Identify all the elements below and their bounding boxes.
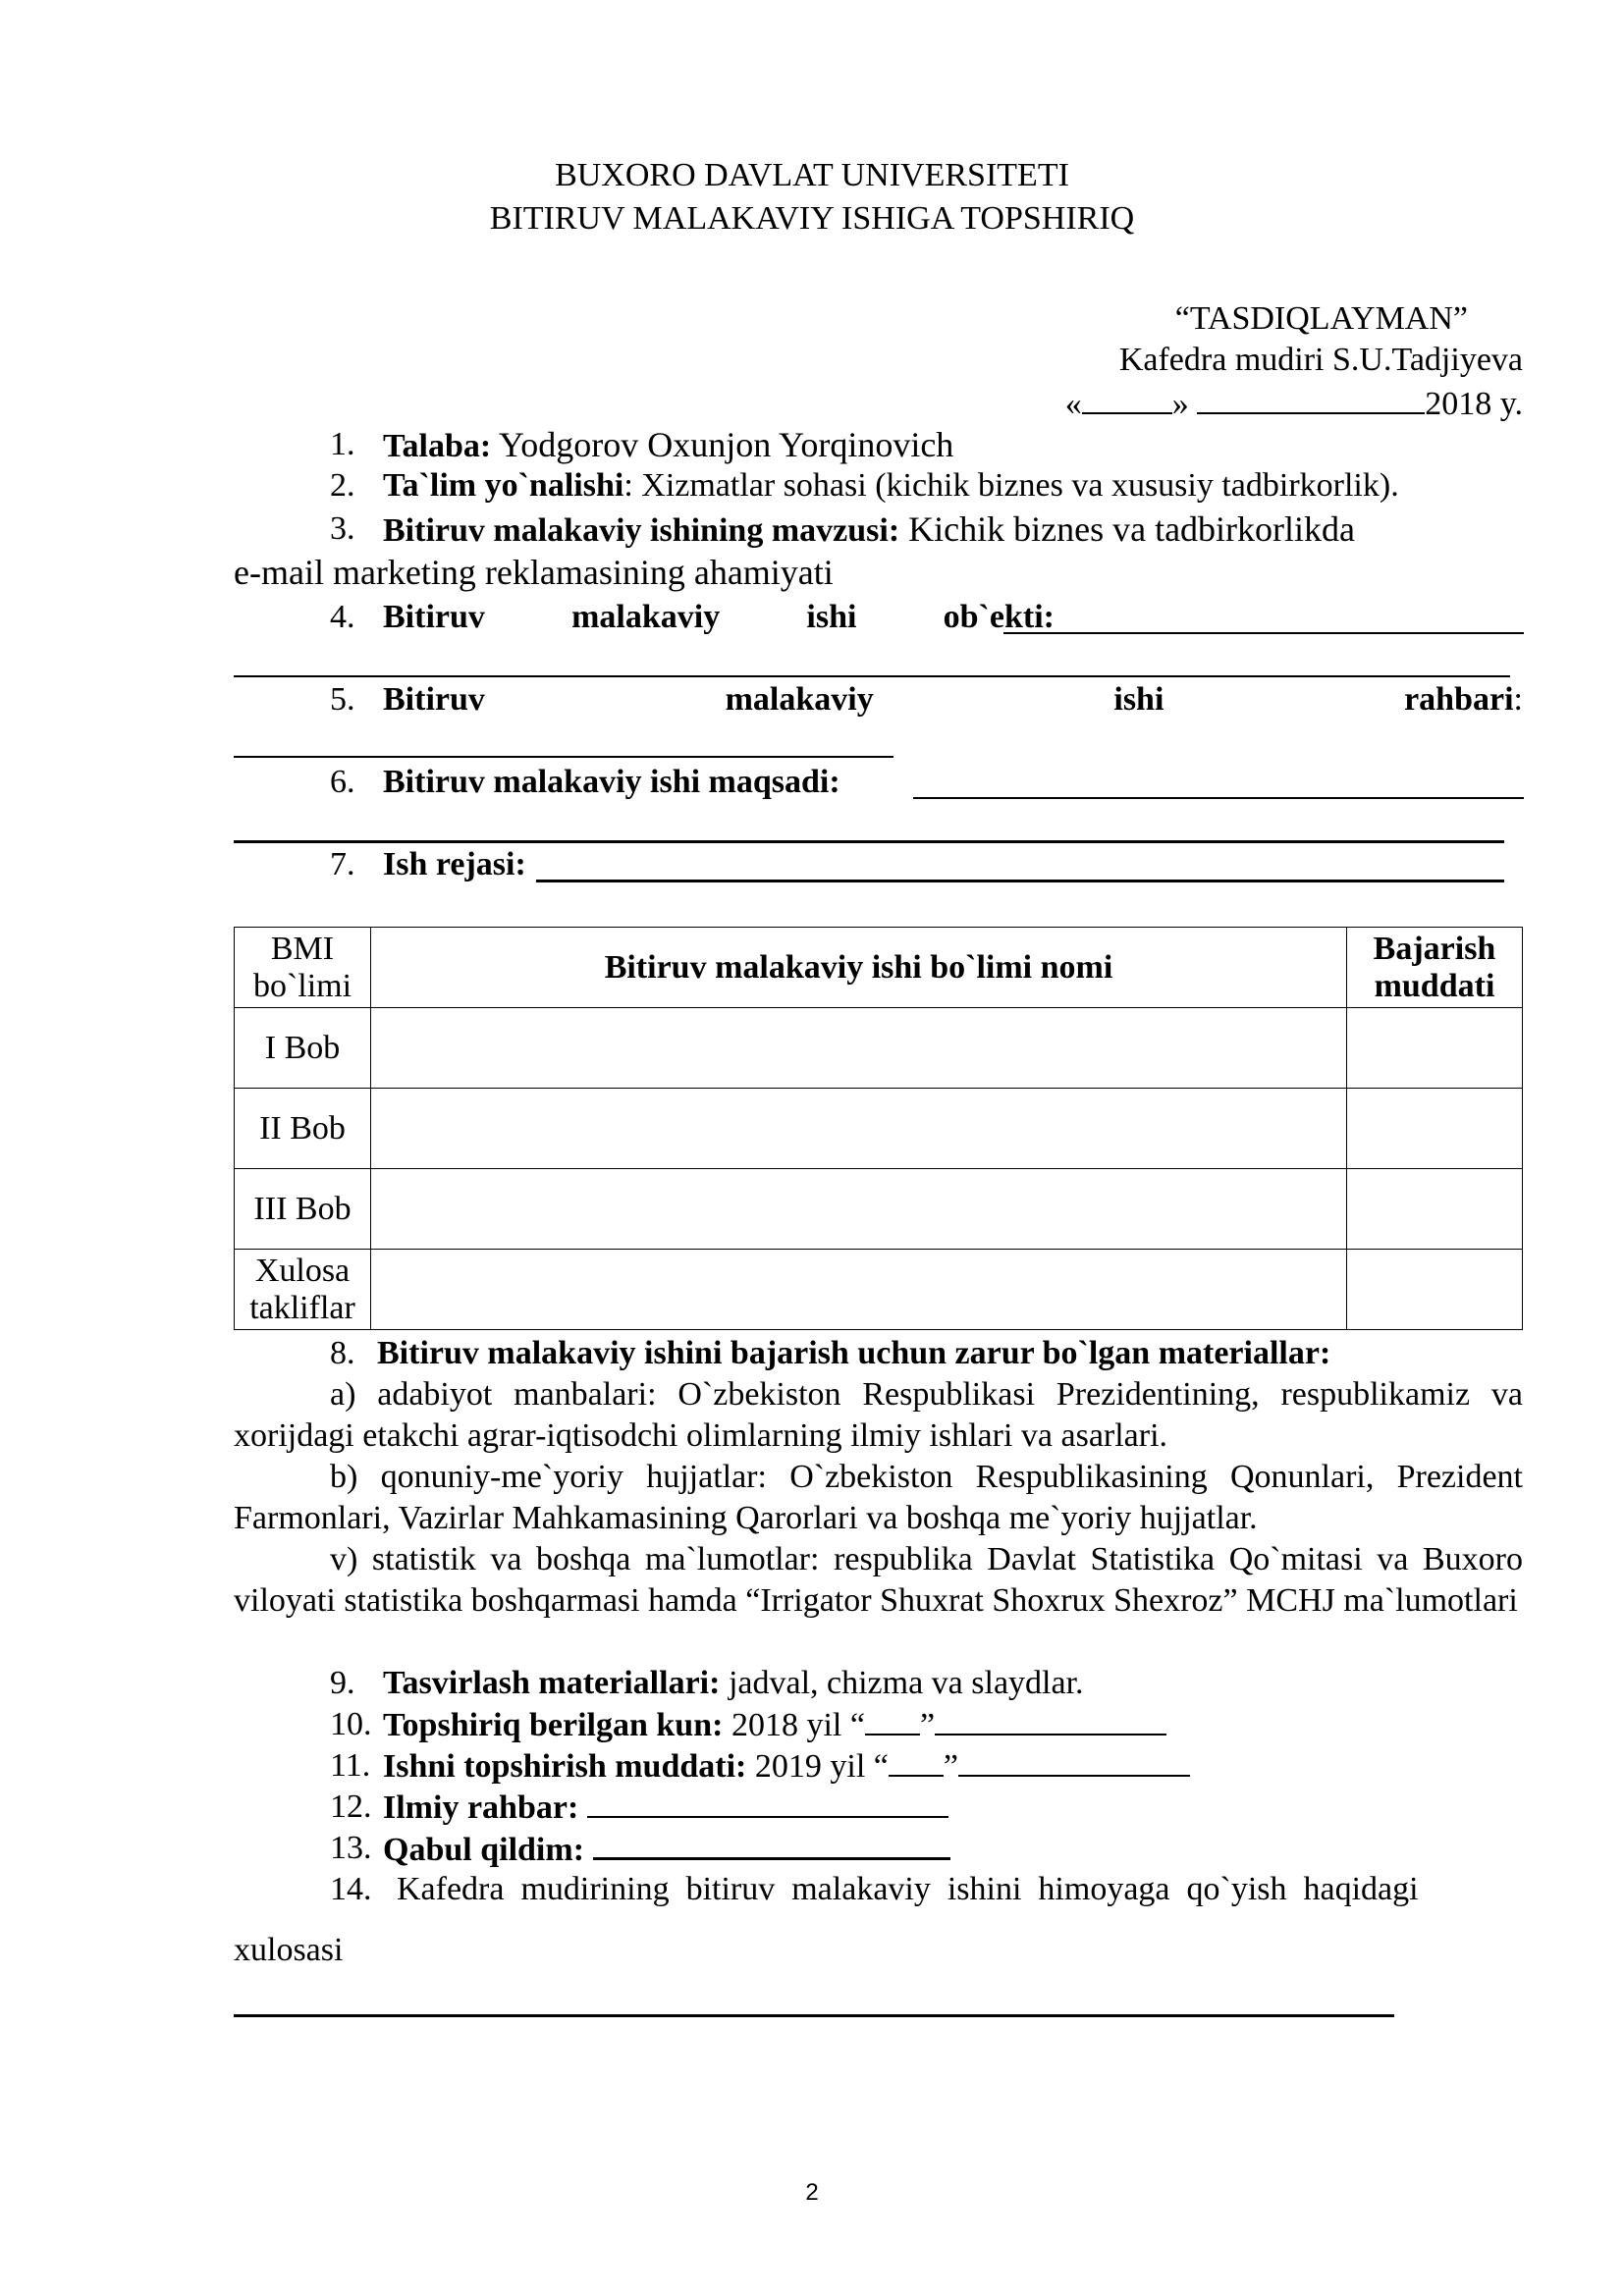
item-10-number: 10.	[330, 1706, 372, 1742]
item-6-blank-line2	[234, 840, 1504, 843]
table-cell-section: I Bob	[235, 1008, 371, 1089]
study-direction: : Xizmatlar sohasi (kichik biznes va xususiy tadbirkorlik).	[623, 467, 1399, 504]
table-header-row	[235, 928, 1523, 1008]
table-cell-title[interactable]	[371, 1008, 1347, 1089]
item-14-continuation: xulosasi	[234, 1932, 344, 1968]
item-9: Tasvirlash materiallari: jadval, chizma va slaydlar.	[383, 1665, 1084, 1701]
table-header-deadline: Bajarish muddati	[1347, 928, 1523, 1008]
item-10-month-blank	[935, 1704, 1166, 1735]
approval-head: Kafedra mudiri S.U.Tadjiyeva	[1118, 342, 1523, 378]
item-5-number: 5.	[330, 681, 355, 718]
table-cell-title[interactable]	[371, 1250, 1347, 1330]
item-6-blank	[913, 797, 1524, 799]
table-row	[235, 1089, 1523, 1169]
item-2-number: 2.	[330, 467, 355, 504]
item-3-continuation: e-mail marketing reklamasining ahamiyati	[234, 553, 834, 592]
item-5-blank	[234, 756, 893, 758]
item-8a: a) adabiyot manbalari: O`zbekiston Respublikasi Prezidentining, respublikamiz va xorijdagi etakchi agrar-iqtisodchi olimlarning ilmiy ishlari va asarlari.	[234, 1376, 1523, 1454]
table-header-section: BMI bo`limi	[235, 928, 371, 1008]
table-cell-section: III Bob	[235, 1169, 371, 1250]
item-1-number: 1.	[330, 426, 355, 462]
item-2: Ta`lim yo`nalishi: Xizmatlar sohasi (kichik biznes va xususiy tadbirkorlik).	[383, 467, 1399, 504]
item-7-blank	[536, 880, 1504, 882]
item-10: Topshiriq berilgan kun: 2018 yil “ ”	[383, 1704, 1523, 1746]
item-12: Ilmiy rahbar:	[383, 1787, 1523, 1829]
item-8b: b) qonuniy-me`yoriy hujjatlar: O`zbekiston Respublikasining Qonunlari, Prezident Farmonlari, Vazirlar Mahkamasining Qarorlari va boshqa me`yoriy hujjatlar.	[234, 1459, 1523, 1536]
date-day-blank	[1082, 383, 1172, 414]
item-14-number: 14.	[330, 1871, 372, 1907]
item-14: Kafedra mudirining bitiruv malakaviy ishini himoyaga qo`yish haqidagi	[397, 1871, 1419, 1907]
item-4: Bitiruv malakaviy ishi ob`ekti:	[383, 599, 1055, 635]
item-6: Bitiruv malakaviy ishi maqsadi:	[383, 764, 840, 800]
item-4-blank	[1003, 632, 1524, 634]
item-13-number: 13.	[330, 1830, 372, 1866]
university-name: BUXORO DAVLAT UNIVERSITETI	[555, 157, 1069, 193]
item-8-number: 8.	[330, 1335, 355, 1371]
approval-date: « » 2018 y.	[1065, 383, 1523, 423]
item-7-number: 7.	[330, 846, 355, 882]
table-cell-deadline[interactable]	[1347, 1250, 1523, 1330]
item-3-number: 3.	[330, 510, 355, 547]
item-13: Qabul qildim:	[383, 1828, 1523, 1871]
table-row	[235, 1250, 1523, 1330]
table-cell-section: II Bob	[235, 1089, 371, 1169]
document-title: BITIRUV MALAKAVIY ISHIGA TOPSHIRIQ	[489, 200, 1135, 237]
item-11-month-blank	[958, 1745, 1190, 1777]
table-cell-deadline[interactable]	[1347, 1089, 1523, 1169]
student-name: Yodgorov Oxunjon Yorqinovich	[491, 425, 954, 464]
table-cell-title[interactable]	[371, 1089, 1347, 1169]
item-7: Ish rejasi:	[383, 846, 526, 882]
item-10-day-blank	[865, 1704, 920, 1735]
item-5: Bitiruv malakaviy ishi rahbari:	[383, 681, 1523, 718]
item-4-blank-line2	[234, 675, 1510, 677]
conclusion-blank	[234, 2014, 1394, 2017]
item-12-number: 12.	[330, 1789, 372, 1825]
received-blank	[593, 1828, 950, 1860]
approval-stamp: “TASDIQLAYMAN”	[1174, 300, 1468, 337]
item-11: Ishni topshirish muddati: 2019 yil “ ”	[383, 1745, 1523, 1788]
item-8: Bitiruv malakaviy ishini bajarish uchun zarur bo`lgan materiallar:	[377, 1335, 1331, 1371]
item-6-number: 6.	[330, 764, 355, 800]
supervisor-blank	[587, 1787, 948, 1818]
item-9-number: 9.	[330, 1665, 355, 1701]
item-11-number: 11.	[330, 1747, 371, 1784]
item-8v: v) statistik va boshqa ma`lumotlar: respublika Davlat Statistika Qo`mitasi va Buxoro viloyati statistika boshqarmasi hamda “Irrigator Shuxrat Shoxrux Shexroz” MCHJ ma`lumotlari	[234, 1541, 1523, 1619]
table-row	[235, 1169, 1523, 1250]
item-1: Talaba: Yodgorov Oxunjon Yorqinovich	[383, 425, 954, 464]
table-cell-deadline[interactable]	[1347, 1008, 1523, 1089]
item-11-day-blank	[889, 1745, 944, 1777]
table-cell-title[interactable]	[371, 1169, 1347, 1250]
table-cell-section: Xulosa takliflar	[235, 1250, 371, 1330]
table-cell-deadline[interactable]	[1347, 1169, 1523, 1250]
page-number: 2	[805, 2179, 819, 2206]
item-4-number: 4.	[330, 599, 355, 635]
date-month-blank	[1197, 383, 1425, 414]
table-header-title: Bitiruv malakaviy ishi bo`limi nomi	[371, 928, 1347, 1008]
item-3: Bitiruv malakaviy ishining mavzusi: Kichik biznes va tadbirkorlikda	[383, 509, 1356, 549]
table-row	[235, 1008, 1523, 1089]
work-plan-table	[234, 927, 1523, 1330]
